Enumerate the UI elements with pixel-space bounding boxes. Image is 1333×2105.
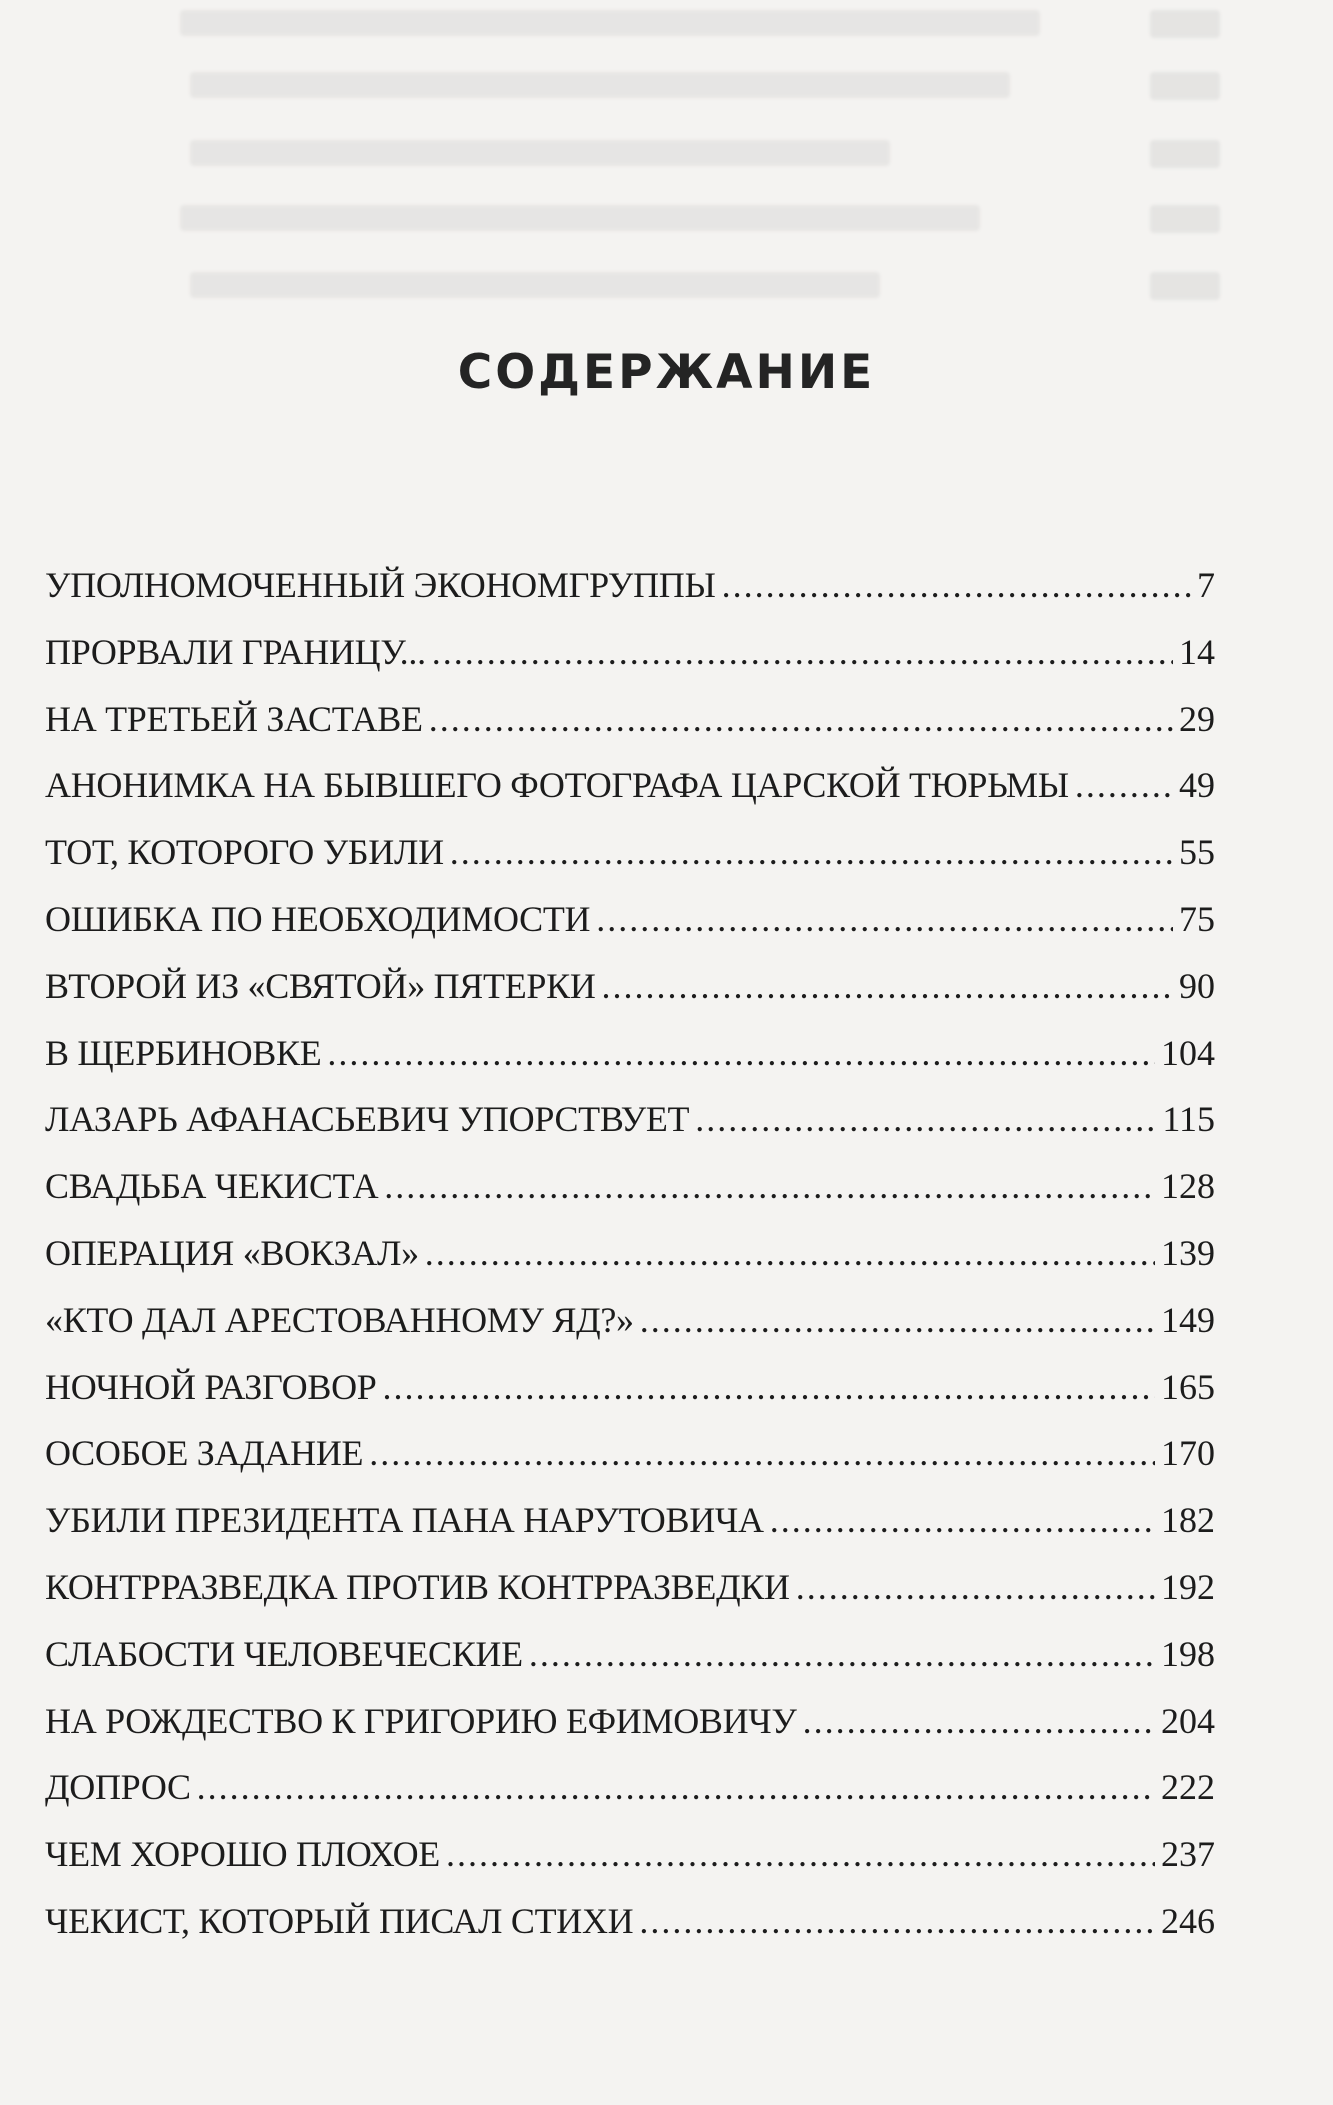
entry-title: УБИЛИ ПРЕЗИДЕНТА ПАНА НАРУТОВИЧА <box>45 1500 764 1541</box>
page-number: 246 <box>1161 1900 1215 1941</box>
page-number: 204 <box>1161 1700 1215 1741</box>
table-of-contents <box>45 552 1215 1955</box>
dot-leader <box>1075 752 1173 819</box>
toc-entry <box>45 1354 1215 1421</box>
dot-leader <box>197 1754 1155 1821</box>
dot-leader <box>383 1354 1156 1421</box>
page-number: 182 <box>1161 1500 1215 1541</box>
page-number: 198 <box>1161 1633 1215 1674</box>
toc-entry <box>45 819 1215 886</box>
entry-title: УПОЛНОМОЧЕННЫЙ ЭКОНОМГРУППЫ <box>45 565 716 605</box>
toc-entry <box>45 1220 1215 1287</box>
toc-entry <box>45 1688 1215 1755</box>
entry-title: СЛАБОСТИ ЧЕЛОВЕЧЕСКИЕ <box>45 1633 523 1674</box>
toc-entry <box>45 1020 1215 1087</box>
toc-entry <box>45 552 1215 619</box>
dot-leader <box>425 1220 1155 1287</box>
page-number: 139 <box>1161 1232 1215 1273</box>
page-number: 149 <box>1161 1299 1215 1340</box>
entry-title: ОСОБОЕ ЗАДАНИЕ <box>45 1433 364 1474</box>
entry-title: СВАДЬБА ЧЕКИСТА <box>45 1166 379 1207</box>
toc-entry <box>45 619 1215 686</box>
toc-entry <box>45 1754 1215 1821</box>
entry-title: ЧЕМ ХОРОШО ПЛОХОЕ <box>45 1834 440 1875</box>
dot-leader <box>602 953 1173 1020</box>
entry-title: В ЩЕРБИНОВКЕ <box>45 1032 322 1073</box>
toc-entry <box>45 1621 1215 1688</box>
page-number: 7 <box>1197 565 1215 605</box>
entry-title: КОНТРРАЗВЕДКА ПРОТИВ КОНТРРАЗВЕДКИ <box>45 1566 790 1607</box>
entry-title: «КТО ДАЛ АРЕСТОВАННОМУ ЯД?» <box>45 1299 634 1340</box>
entry-title: ВТОРОЙ ИЗ «СВЯТОЙ» ПЯТЕРКИ <box>45 965 596 1006</box>
entry-title: ОШИБКА ПО НЕОБХОДИМОСТИ <box>45 898 591 939</box>
page-number: 90 <box>1179 965 1215 1006</box>
dot-leader <box>446 1821 1155 1888</box>
toc-entry <box>45 1487 1215 1554</box>
toc-entry <box>45 1554 1215 1621</box>
toc-entry <box>45 886 1215 953</box>
dot-leader <box>369 1420 1155 1487</box>
page-number: 222 <box>1161 1767 1215 1808</box>
dot-leader <box>695 1086 1156 1153</box>
dot-leader <box>429 686 1173 753</box>
page-title: СОДЕРЖАНИЕ <box>457 345 876 400</box>
entry-title: ДОПРОС <box>45 1767 191 1808</box>
page-number: 75 <box>1179 898 1215 939</box>
toc-entry <box>45 1888 1215 1955</box>
entry-title: НОЧНОЙ РАЗГОВОР <box>45 1366 377 1407</box>
dot-leader <box>803 1688 1155 1755</box>
dot-leader <box>639 1888 1155 1955</box>
page-number: 192 <box>1161 1566 1215 1607</box>
toc-entry <box>45 1420 1215 1487</box>
entry-title: ОПЕРАЦИЯ «ВОКЗАЛ» <box>45 1232 419 1273</box>
dot-leader <box>432 619 1173 686</box>
page-number: 115 <box>1162 1099 1215 1140</box>
toc-entry <box>45 686 1215 753</box>
toc-entry <box>45 1287 1215 1354</box>
entry-title: ПРОРВАЛИ ГРАНИЦУ... <box>45 631 426 672</box>
page-number: 29 <box>1179 698 1215 739</box>
toc-entry <box>45 1086 1215 1153</box>
toc-entry <box>45 953 1215 1020</box>
dot-leader <box>796 1554 1155 1621</box>
toc-entry <box>45 752 1215 819</box>
page-number: 170 <box>1161 1433 1215 1474</box>
dot-leader <box>450 819 1173 886</box>
dot-leader <box>384 1153 1155 1220</box>
dot-leader <box>596 886 1173 953</box>
entry-title: НА РОЖДЕСТВО К ГРИГОРИЮ ЕФИМОВИЧУ <box>45 1700 797 1741</box>
page-number: 128 <box>1161 1166 1215 1207</box>
entry-title: ЧЕКИСТ, КОТОРЫЙ ПИСАЛ СТИХИ <box>45 1900 634 1941</box>
page-number: 165 <box>1161 1366 1215 1407</box>
entry-title: НА ТРЕТЬЕЙ ЗАСТАВЕ <box>45 698 423 739</box>
entry-title: ТОТ, КОТОРОГО УБИЛИ <box>45 832 444 873</box>
dot-leader <box>327 1020 1155 1087</box>
dot-leader <box>640 1287 1155 1354</box>
entry-title: ЛАЗАРЬ АФАНАСЬЕВИЧ УПОРСТВУЕТ <box>45 1099 690 1140</box>
page-number: 55 <box>1179 832 1215 873</box>
dot-leader <box>770 1487 1155 1554</box>
page-number: 14 <box>1179 631 1215 672</box>
page-number: 104 <box>1161 1032 1215 1073</box>
toc-entry <box>45 1821 1215 1888</box>
dot-leader <box>722 552 1191 619</box>
toc-entry <box>45 1153 1215 1220</box>
entry-title: АНОНИМКА НА БЫВШЕГО ФОТОГРАФА ЦАРСКОЙ ТЮРЬМЫ <box>45 765 1069 806</box>
page-number: 49 <box>1179 765 1215 806</box>
page-number: 237 <box>1161 1834 1215 1875</box>
dot-leader <box>529 1621 1155 1688</box>
